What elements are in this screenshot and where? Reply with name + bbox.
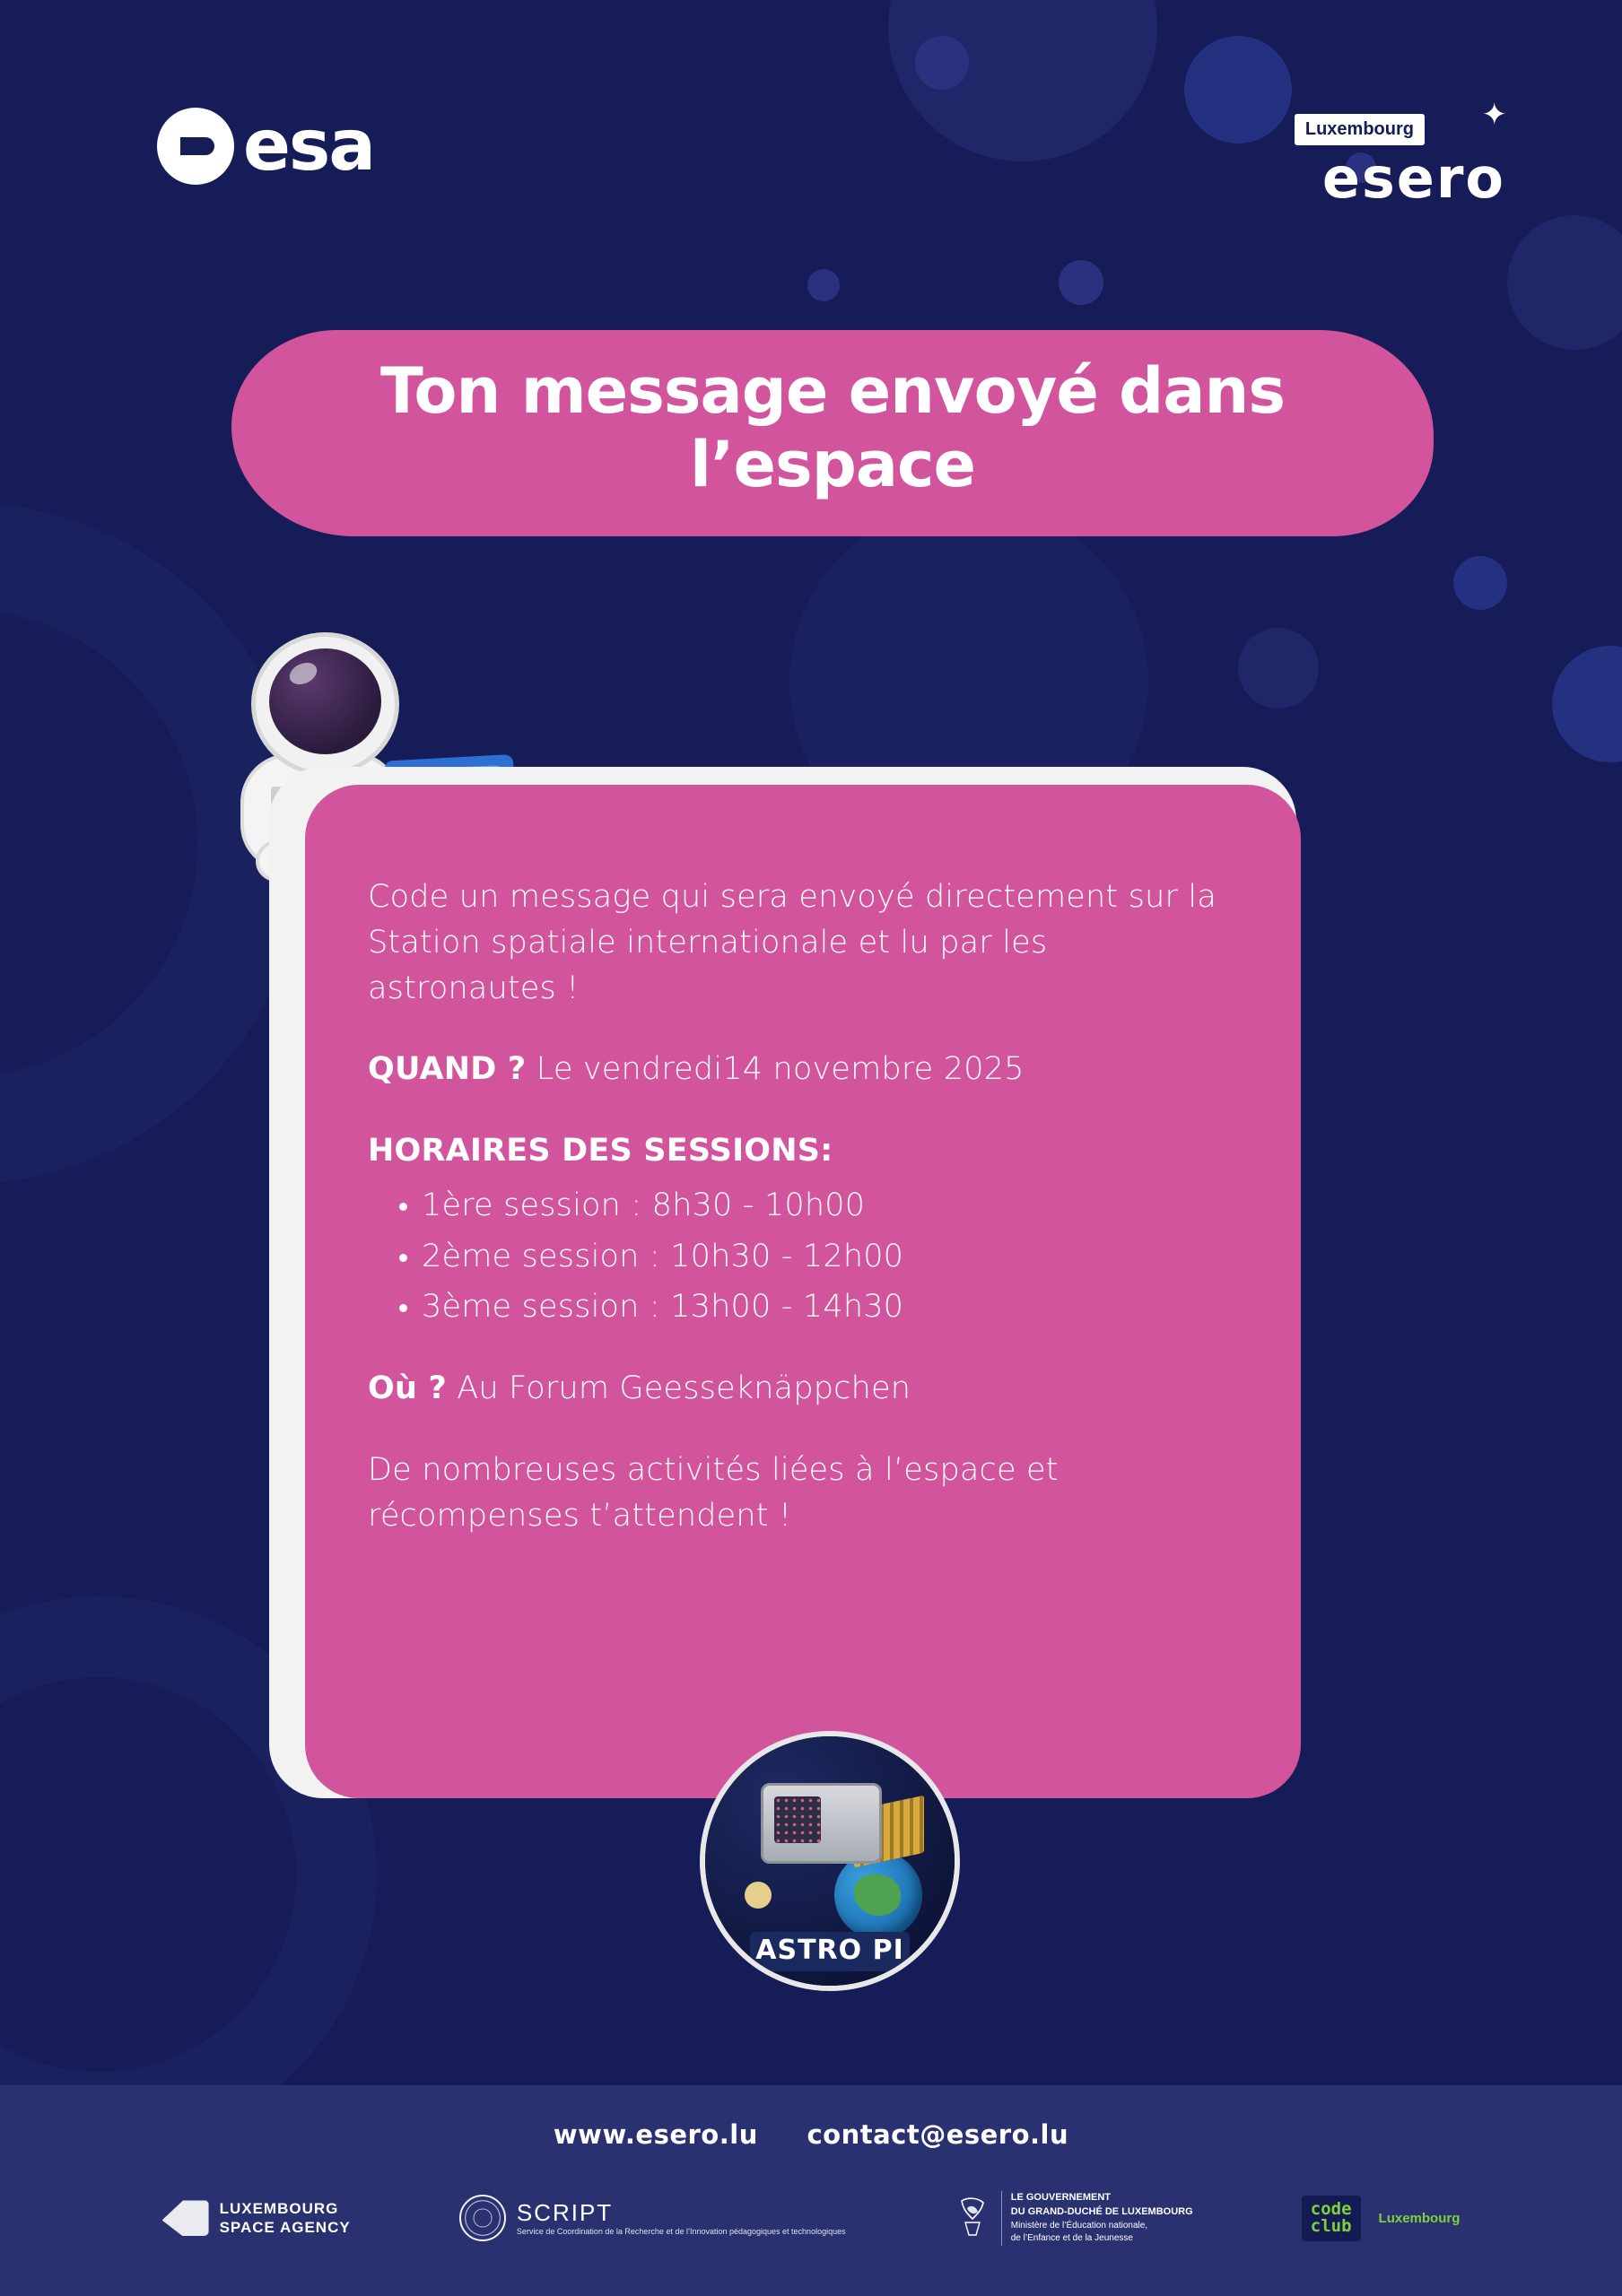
lsa-mark-icon [162, 2200, 209, 2236]
footer [0, 2085, 1622, 2296]
script-mark-icon [459, 2195, 506, 2241]
list-item: • 1ère session : 8h30 - 10h00 [422, 1183, 1238, 1229]
esa-logo [157, 108, 374, 185]
lion-crest-icon [955, 2196, 990, 2240]
when-value: Le vendredi14 novembre 2025 [526, 1051, 1025, 1088]
led-matrix-icon [774, 1796, 821, 1843]
where-label: Où ? [368, 1370, 447, 1406]
bg-circle-6 [1453, 556, 1507, 610]
lsa-line2: SPACE AGENCY [219, 2219, 351, 2237]
star-icon: ✦ [1481, 98, 1507, 132]
codeclub-line1: code [1310, 2198, 1352, 2219]
lsa-logo [162, 2199, 351, 2238]
esa-mark-icon [157, 108, 234, 185]
codeclub-logo [1302, 2196, 1461, 2242]
earth-icon [834, 1851, 922, 1939]
page-title: Ton message envoyé dans l’espace [379, 354, 1286, 501]
when-line [368, 1047, 1238, 1092]
script-name: SCRIPT [516, 2199, 614, 2227]
sessions-label: HORAIRES DES SESSIONS: [368, 1133, 833, 1169]
script-logo-text [517, 2199, 846, 2238]
government-logo-text [1001, 2191, 1193, 2246]
bg-circle-4 [1552, 646, 1622, 762]
esero-logo-text: esero [1321, 145, 1505, 211]
list-item: • 2ème session : 10h30 - 12h00 [422, 1234, 1238, 1280]
gov-line2: DU GRAND-DUCHÉ DE LUXEMBOURG [1010, 2205, 1193, 2217]
sessions-list [422, 1183, 1238, 1330]
where-line [368, 1366, 1238, 1412]
government-logo [955, 2191, 1193, 2246]
astronaut-visor [269, 648, 381, 754]
moon-icon [745, 1882, 772, 1909]
astro-pi-badge [700, 1731, 960, 1991]
sessions-block [368, 1128, 1238, 1330]
bg-circle-5 [1238, 628, 1319, 709]
gov-line1: LE GOUVERNEMENT [1010, 2192, 1111, 2203]
title-banner [231, 330, 1434, 536]
gov-line4: de l’Enfance et de la Jeunesse [1010, 2233, 1133, 2244]
when-label: QUAND ? [368, 1051, 527, 1088]
bg-circle-3 [1507, 215, 1622, 350]
bg-circle-9 [807, 269, 840, 301]
footer-contact [0, 2119, 1622, 2150]
script-subtitle: Service de Coordination de la Recherche et de l’Innovation pédagogiques et technologiques [516, 2227, 846, 2237]
esa-logo-text: esa [243, 106, 374, 187]
bg-circle-8 [1059, 260, 1103, 305]
body-card [305, 785, 1301, 1798]
esero-logo [1304, 112, 1505, 211]
gov-line3: Ministère de l’Éducation nationale, [1010, 2220, 1148, 2231]
esero-luxembourg-badge: Luxembourg [1295, 114, 1425, 145]
astro-pi-label: ASTRO PI [755, 1935, 904, 1966]
intro-text: Code un message qui sera envoyé directement sur la Station spatiale internationale et lu par les astronautes ! [368, 879, 1216, 1006]
codeclub-badge [1302, 2196, 1361, 2242]
website-link[interactable]: www.esero.lu [553, 2119, 758, 2150]
lsa-logo-text [220, 2199, 351, 2238]
codeclub-luxembourg: Luxembourg [1378, 2210, 1461, 2226]
outro-text: De nombreuses activités liées à l’espace et récompenses t’attendent ! [368, 1451, 1059, 1534]
lsa-line1: LUXEMBOURG [219, 2200, 339, 2218]
codeclub-line2: club [1310, 2216, 1352, 2237]
footer-logos [0, 2191, 1622, 2246]
list-item: • 3ème session : 13h00 - 14h30 [422, 1284, 1238, 1330]
script-logo [459, 2195, 846, 2241]
bg-circle-7 [915, 36, 969, 90]
where-value: Au Forum Geesseknäppchen [446, 1370, 911, 1406]
astro-pi-unit-icon [761, 1783, 882, 1864]
bg-circle-2 [1184, 36, 1292, 144]
email-link[interactable]: contact@esero.lu [807, 2119, 1069, 2150]
